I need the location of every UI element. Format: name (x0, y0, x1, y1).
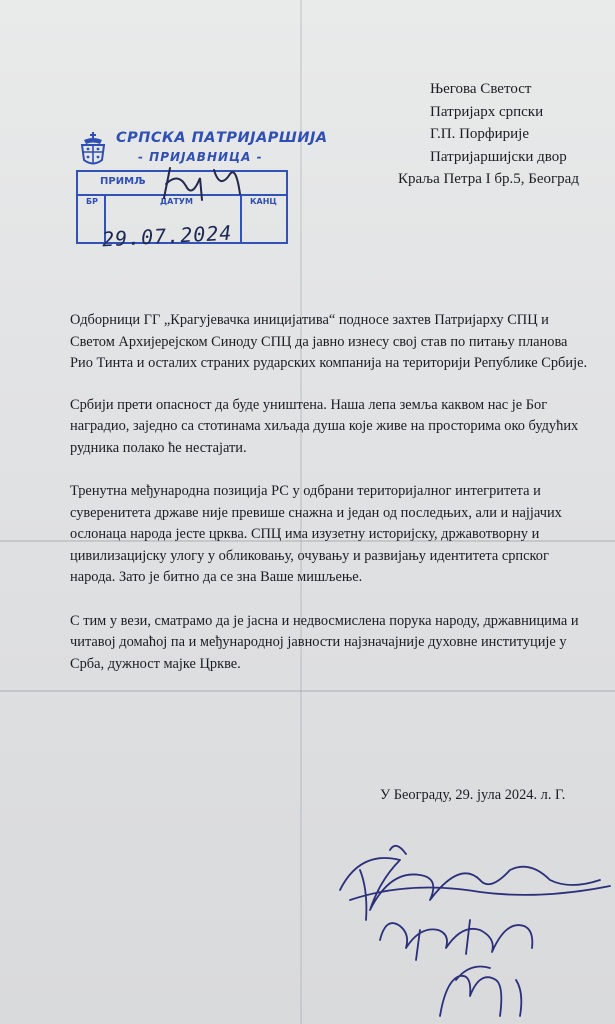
addressee-line: Патријарх српски (430, 103, 544, 120)
stamp-department: - ПРИЈАВНИЦА - (138, 150, 263, 164)
stamp-number-label: БР (86, 197, 98, 206)
registry-stamp (72, 126, 328, 252)
place-and-date: У Београду, 29. јула 2024. л. Г. (380, 787, 566, 803)
addressee-line: Краља Петра I бр.5, Београд (398, 171, 579, 187)
letter-body (70, 310, 590, 688)
stamp-office-label: КАНЦ (250, 197, 277, 206)
body-paragraph: Србији прети опасност да буде уништена. Наша лепа земља каквом нас је Бог наградио, заједно са стотинама хиљада душа које живе на просторима око будућих рудника полако ће нестајати. (70, 396, 579, 456)
body-paragraph: Одборници ГГ „Крагујевачка иницијатива“ подносе захтев Патријарху СПЦ и Светом Архијерејском Синоду СПЦ да јавно изнесу свој став по питању планова Рио Тинта и осталих страних рударских компанија на територији Републике Србије. (70, 312, 588, 371)
addressee-line: Г.П. Порфирије (430, 126, 529, 142)
paper-fold-horizontal (0, 690, 615, 692)
addressee-line: Његова Светост (430, 81, 532, 97)
body-paragraph: С тим у вези, сматрамо да је јасна и недвосмислена порука народу, државницима и читавој домаћој па и међународној јавности најзначајније духовне институције у Срба, дужност мајке Цркве. (70, 612, 579, 672)
body-paragraph: Тренутна међународна позиција РС у одбрани територијалног интегритета и суверенитета државе није превише снажна и један од последњих, али и најјачих ослонаца народа јесте црква. СПЦ има изузетну историјску, државотворну и цивилизацијску улогу у обликовању, очувању и развијању идентитета српског народа. Зато је битно да се зна Ваше мишљење. (70, 483, 562, 585)
stamp-organization: СРПСКА ПАТРИЈАРШИЈА (116, 130, 328, 146)
stamp-received-label: ПРИМЉ (100, 176, 146, 187)
addressee-line: Патријаршијски двор (430, 148, 567, 165)
stamp-date-label: ДАТУМ (160, 197, 193, 206)
handwritten-date: 29.07.2024 (101, 220, 233, 252)
church-crest-icon (76, 130, 110, 168)
handwritten-signature-icon (320, 830, 615, 1024)
handwritten-mark-icon (156, 164, 266, 204)
addressee-block (398, 78, 610, 191)
